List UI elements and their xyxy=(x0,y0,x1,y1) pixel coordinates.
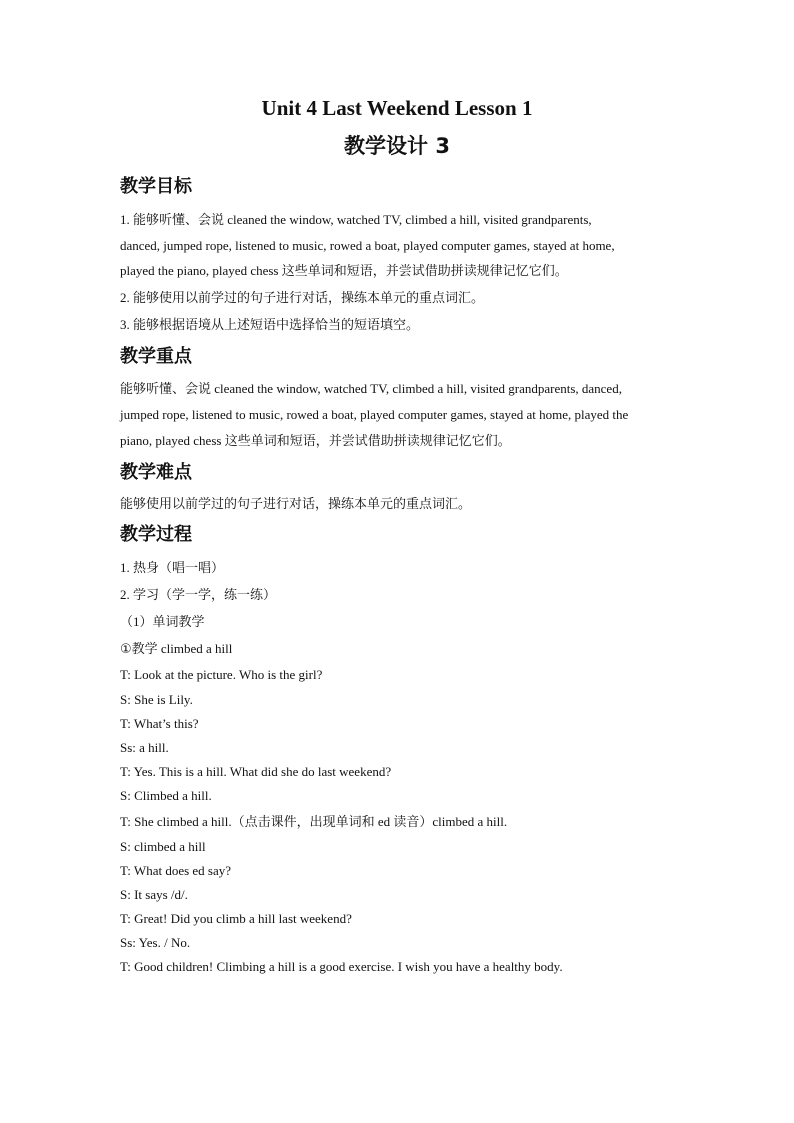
dialogue-line: Ss: Yes. / No. xyxy=(120,935,191,950)
document-subtitle: 教学设计 3 xyxy=(344,134,450,158)
dialogue-line: T: Good children! Climbing a hill is a good exercise. I wish you have a healthy body. xyxy=(120,959,563,974)
process-line: ①教学 climbed a hill xyxy=(120,641,233,656)
dialogue-line: S: She is Lily. xyxy=(120,692,193,707)
key-points-line: 能够听懂、会说 cleaned the window, watched TV, climbed a hill, visited grandparents, danced, xyxy=(120,381,622,396)
key-points-heading: 教学重点 xyxy=(120,346,192,367)
key-points-line: jumped rope, listened to music, rowed a boat, played computer games, stayed at home, played the xyxy=(120,407,629,422)
difficulties-heading: 教学难点 xyxy=(120,462,192,483)
objectives-line: played the piano, played chess 这些单词和短语，并尝试借助拼读规律记忆它们。 xyxy=(120,263,568,278)
key-points-line: piano, played chess 这些单词和短语，并尝试借助拼读规律记忆它们。 xyxy=(120,433,511,448)
dialogue-line: T: Great! Did you climb a hill last weekend? xyxy=(120,911,352,926)
dialogue-line: T: What’s this? xyxy=(120,716,199,731)
document-title: Unit 4 Last Weekend Lesson 1 xyxy=(261,96,533,120)
objectives-line: 2. 能够使用以前学过的句子进行对话，操练本单元的重点词汇。 xyxy=(120,290,485,305)
dialogue-line: T: She climbed a hill.（点击课件，出现单词和 ed 读音）climbed a hill. xyxy=(120,814,508,829)
objectives-heading: 教学目标 xyxy=(120,176,192,197)
dialogue-line: T: What does ed say? xyxy=(120,863,232,878)
dialogue-line: T: Look at the picture. Who is the girl? xyxy=(120,667,323,682)
dialogue-line: S: It says /d/. xyxy=(120,887,188,902)
process-heading: 教学过程 xyxy=(120,524,192,545)
process-line: （1）单词教学 xyxy=(120,614,205,629)
dialogue-line: Ss: a hill. xyxy=(120,740,169,755)
dialogue-line: T: Yes. This is a hill. What did she do last weekend? xyxy=(120,764,392,779)
dialogue-line: S: Climbed a hill. xyxy=(120,788,212,803)
process-line: 2. 学习（学一学，练一练） xyxy=(120,587,277,602)
dialogue-line: S: climbed a hill xyxy=(120,839,206,854)
process-line: 1. 热身（唱一唱） xyxy=(120,560,225,575)
objectives-line: 3. 能够根据语境从上述短语中选择恰当的短语填空。 xyxy=(120,317,420,332)
objectives-line: 1. 能够听懂、会说 cleaned the window, watched TV, climbed a hill, visited grandparents, xyxy=(120,212,592,227)
objectives-line: danced, jumped rope, listened to music, rowed a boat, played computer games, stayed at home, xyxy=(120,238,615,253)
difficulties-line: 能够使用以前学过的句子进行对话，操练本单元的重点词汇。 xyxy=(120,496,472,511)
